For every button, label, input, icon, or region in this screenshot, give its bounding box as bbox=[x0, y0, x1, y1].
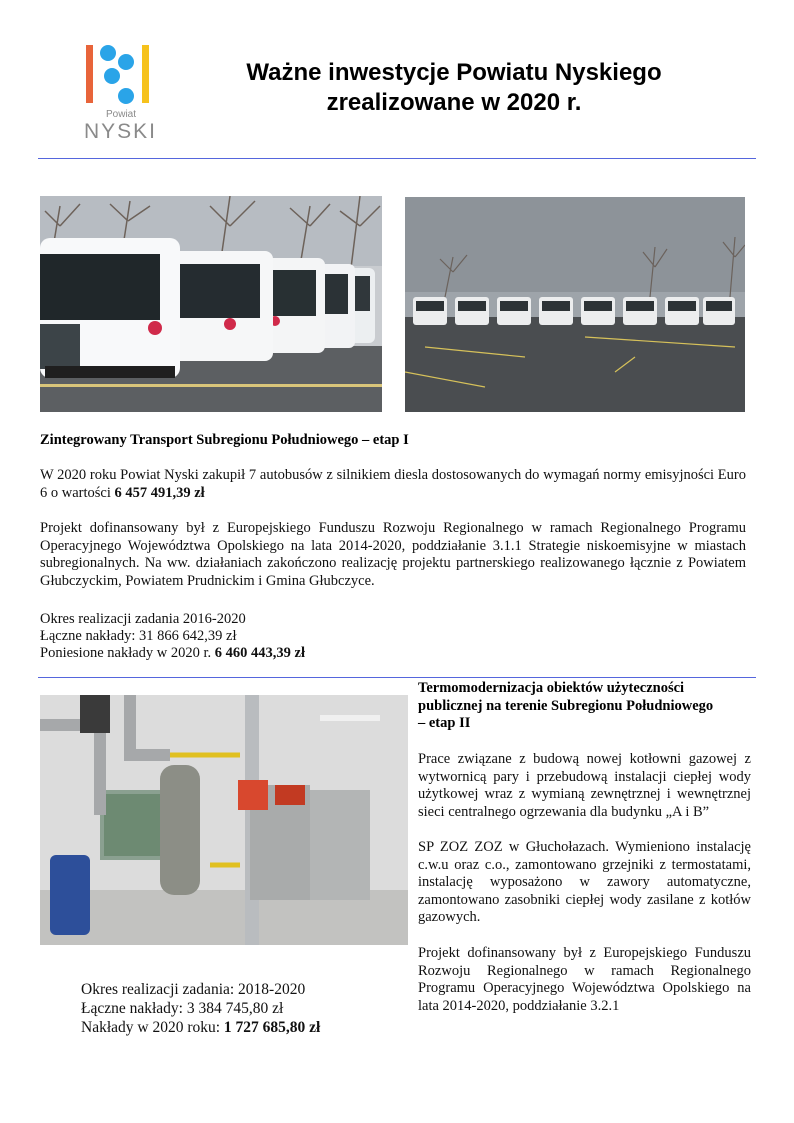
title-line: zrealizowane w 2020 r. bbox=[326, 89, 582, 116]
logo-small-text: Powiat bbox=[106, 109, 137, 120]
bus-fleet-photo bbox=[405, 197, 745, 412]
logo-big-text: NYSKI bbox=[84, 120, 158, 143]
section1-spent bbox=[40, 645, 305, 662]
page-title bbox=[190, 58, 718, 118]
section1-project-description: Projekt dofinansowany był z Europejskiego Funduszu Rozwoju Regionalnego w ramach Regionalnego Programu Operacyjnego Województwa Opolskiego na lata 2014-2020, poddziałanie 3.1.1 Strategie niskoemisyjne w miastach subregionalnych. Na ww. działaniach zakończono realizację projektu partnerskiego realizowanego łącznie z Powiatem Głubczyckim, Powiatem Prudnickim i Gmina Głubczyce. bbox=[40, 520, 746, 589]
section1-period: Okres realizacji zadania 2016-2020 bbox=[40, 611, 246, 627]
section1-paragraph-text: W 2020 roku Powiat Nyski zakupił 7 autobusów z silnikiem diesla dostosowanych do wymagań normy emisyjności Euro 6 o wartości bbox=[40, 467, 746, 501]
section2-works-description: Prace związane z budową nowej kotłowni gazowej z wytwornicą pary i przebudową instalacji ciepłej wody użytkowej wraz z wymianą zewnętrznej i wewnętrznej sieci centralnego ogrzewania dla budynku „A i B” bbox=[418, 751, 751, 820]
logo bbox=[80, 40, 160, 145]
section1-paragraph bbox=[40, 467, 746, 502]
section2-heading bbox=[418, 680, 713, 733]
divider bbox=[38, 677, 756, 678]
section1-value: 6 457 491,39 zł bbox=[114, 484, 205, 501]
section2-spent-value: 1 727 685,80 zł bbox=[223, 1019, 321, 1036]
section2-spent-label: Nakłady w 2020 roku: bbox=[81, 1019, 224, 1036]
boiler-room-photo bbox=[40, 695, 408, 945]
section2-period: Okres realizacji zadania: 2018-2020 bbox=[81, 981, 306, 998]
section1-spent-value: 6 460 443,39 zł bbox=[214, 645, 306, 661]
logo-dot bbox=[100, 45, 116, 61]
logo-yellow-bar bbox=[142, 45, 149, 103]
section1-total: Łączne nakłady: 31 866 642,39 zł bbox=[40, 628, 237, 644]
section1-heading: Zintegrowany Transport Subregionu Południowego – etap I bbox=[40, 432, 409, 448]
section2-heading-line: – etap II bbox=[418, 715, 471, 731]
bus-photo-closeup bbox=[40, 196, 382, 412]
section2-project-description: Projekt dofinansowany był z Europejskiego Funduszu Rozwoju Regionalnego w ramach Regionalnego Programu Operacyjnego Województwa Opolskiego na lata 2014-2020, poddziałanie 3.2.1 bbox=[418, 945, 751, 1014]
section2-heading-line: publicznej na terenie Subregionu Południowego bbox=[418, 697, 714, 714]
title-line: Ważne inwestycje Powiatu Nyskiego bbox=[246, 59, 662, 86]
section2-total: Łączne nakłady: 3 384 745,80 zł bbox=[81, 1000, 284, 1017]
logo-dot bbox=[118, 88, 134, 104]
section1-spent-label: Poniesione nakłady w 2020 r. bbox=[40, 645, 215, 661]
logo-orange-bar bbox=[86, 45, 93, 103]
section2-heading-line: Termomodernizacja obiektów użyteczności bbox=[418, 680, 685, 696]
logo-dot bbox=[118, 54, 134, 70]
divider bbox=[38, 158, 756, 159]
logo-dot bbox=[104, 68, 120, 84]
section2-spent bbox=[81, 1019, 320, 1036]
section2-hospital-description: SP ZOZ ZOZ w Głuchołazach. Wymieniono instalację c.w.u oraz c.o., zamontowano grzejniki z termostatami, instalację wyposażono w zawory automatyczne, zamontowano zasobniki ciepłej wody zasilane z kotłów gazowych. bbox=[418, 839, 751, 925]
